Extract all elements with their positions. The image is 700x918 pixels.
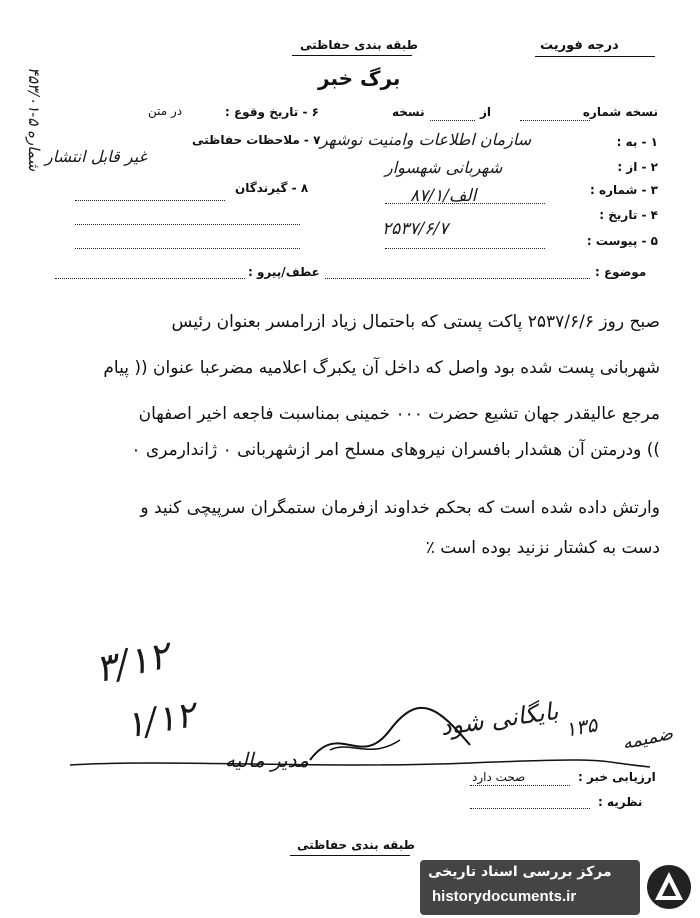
reference-number: ۱۳۵	[563, 712, 600, 742]
signature-line	[70, 755, 650, 775]
copy-of-dots	[430, 120, 475, 121]
to-value: سازمان اطلاعات وامنیت نوشهر	[320, 130, 532, 149]
classification-bottom-underline	[290, 855, 410, 856]
copy-number-label: نسخه شماره	[582, 105, 658, 119]
copy-unit-label: نسخه	[392, 105, 425, 119]
copy-of-label: از	[480, 105, 492, 119]
margin-note-1: ۳/۱۲	[91, 632, 173, 692]
date-value: ۲۵۳۷/۶/۷	[382, 219, 449, 239]
opinion-dots	[470, 808, 590, 809]
body-line-5: وارتش داده شده است که بحکم خداوند ازفرمان ستمگران سرپیچی کنید و	[140, 498, 660, 518]
priority-underline	[535, 56, 655, 57]
from-value: شهربانی شهسوار	[385, 158, 503, 177]
attachment-dots	[385, 248, 545, 249]
signature-note: بایگانی شود	[438, 696, 561, 742]
margin-note-2: ۱/۱۲	[121, 694, 199, 747]
security-notes-label: ۷ - ملاحظات حفاظتی	[192, 133, 321, 147]
body-line-4: )) ودرمتن آن هشدار بافسران نیروهای مسلح امر ازشهربانی ۰ ژاندارمری ۰	[131, 440, 660, 460]
archive-website: historydocuments.ir	[432, 888, 577, 905]
priority-label: درجه فوریت	[540, 38, 619, 53]
reference-label: عطف/پیرو :	[248, 265, 320, 279]
subject-label: موضوع :	[595, 265, 647, 279]
number-dots	[385, 203, 545, 204]
event-date-label: ۶ - تاریخ وقوع :	[225, 105, 319, 119]
subject-dots	[325, 278, 590, 279]
number-value: الف/۸۷/۱	[410, 186, 477, 206]
recipients-label: ۸ - گیرندگان	[235, 181, 309, 195]
body-line-1: صبح روز ۲۵۳۷/۶/۶ پاکت پستی که باحتمال زیاد ازرامسر بعنوان رئیس	[171, 312, 660, 332]
evaluation-validity: صحت دارد	[472, 770, 526, 784]
opinion-label: نظریه :	[598, 795, 643, 809]
classification-bottom: طبقه بندی حفاظتی	[297, 838, 415, 852]
date-label: ۴ - تاریخ :	[599, 208, 658, 222]
archive-banner	[420, 860, 695, 915]
form-title: برگ خبر	[318, 66, 401, 90]
number-label: ۳ - شماره :	[590, 183, 658, 197]
zamime-label: ضمیمه	[620, 722, 675, 755]
body-line-2: شهربانی پست شده بود واصل که داخل آن یکبرگ اعلامیه مضرعبا عنوان (( پیام	[103, 358, 660, 378]
security-notes-value: غیر قابل انتشار	[45, 147, 147, 166]
to-label: ۱ - به :	[616, 135, 658, 149]
underline-signature: مدیر مالیه	[225, 748, 309, 772]
body-line-6: دست به کشتار نزنید بوده است ٪	[425, 538, 660, 558]
archive-logo-icon	[645, 862, 693, 912]
side-stamp: شماره ۵-۴۵۳/۰۱	[25, 66, 44, 172]
from-label: ۲ - از :	[617, 160, 658, 174]
archive-center-name: مرکز بررسی اسناد تاریخی	[428, 864, 612, 880]
classification-underline	[292, 55, 412, 56]
body-line-3: مرجع عالیقدر جهان تشیع حضرت ۰۰۰ خمینی بمناسبت فاجعه اخیر اصفهان	[138, 404, 660, 424]
copy-number-dots	[520, 120, 590, 121]
recipients-dots-1	[75, 200, 225, 201]
event-date-value: در متن	[148, 104, 183, 118]
recipients-dots-3	[75, 248, 300, 249]
attachment-label: ۵ - پیوست :	[586, 234, 658, 248]
reference-dots	[55, 278, 245, 279]
recipients-dots-2	[75, 224, 300, 225]
classification-top: طبقه بندی حفاظتی	[300, 38, 418, 52]
evaluation-label: ارزیابی خبر :	[578, 770, 656, 784]
evaluation-dots	[470, 785, 570, 786]
